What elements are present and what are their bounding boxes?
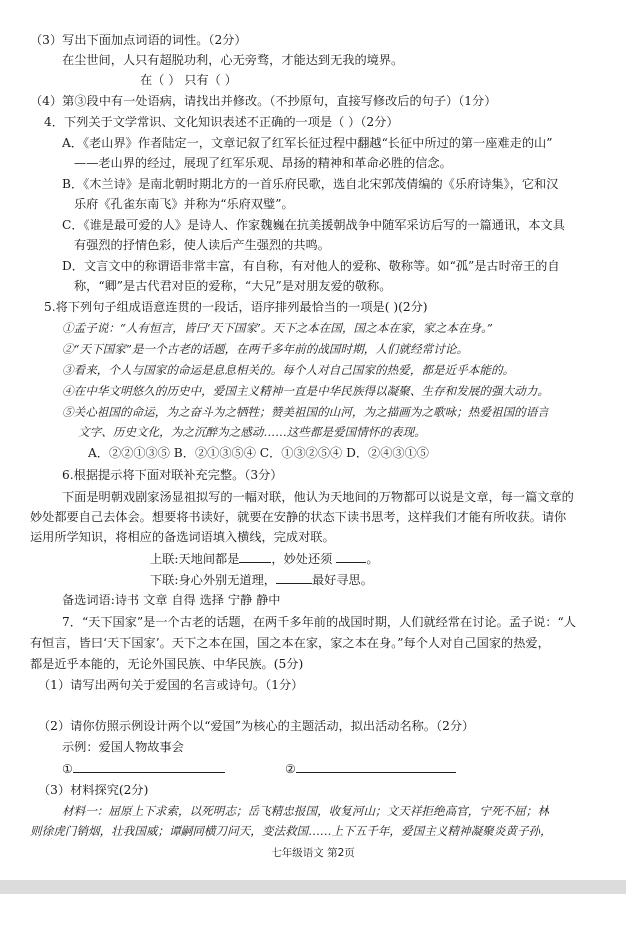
couplet-upper [150,550,379,567]
option-a-line1: A．《老山界》作者陆定一，文章记叙了红军长征过程中翻越“长征中所过的第一座难走的山” [62,136,553,150]
couplet-upper-blank-2[interactable] [336,550,366,563]
q5-options: A．②②①③⑤ B．②①③⑤④ C．①③②⑤④ D．②④③①⑤ [88,446,429,460]
material-line1: 材料一：屈原上下求索，以死明志；岳飞精忠报国，收复河山；文天祥拒绝高官，宁死不屈；林 [62,804,549,818]
page-footer: 七年级语文 第2页 [271,847,355,859]
q5-sentence-3: ③看来，个人与国家的命运是息息相关的。每个人对自己国家的热爱，都是近乎本能的。 [62,363,515,377]
q6-title: 6.根据提示将下面对联补充完整。（3分） [62,468,283,482]
answer-blank-2-line[interactable] [296,760,456,773]
q7-sub1: （1）请写出两句关于爱国的名言或诗句。（1分） [38,678,304,692]
q6-para-line2: 妙处都要自己去体会。想要将书读好，就要在安静的状态下读书思考，这样我们才能有所收获。请你 [30,510,567,524]
couplet-lower-end: 最好寻思。 [311,573,373,587]
option-b-line1: B．《木兰诗》是南北朝时期北方的一首乐府民歌，选自北宋郭茂倩编的《乐府诗集》，它和汉 [62,177,559,191]
option-d-line2: 称，“卿”是古代君对臣的爱称，“大兄”是对朋友爱的敬称。 [74,279,392,293]
couplet-upper-label: 上联:天地间都是 [150,552,240,566]
q6-word-bank: 备选词语:诗书 文章 自得 选择 宁静 静中 [62,593,281,607]
option-a-line2: ——老山界的经过，展现了红军乐观、昂扬的精神和革命必胜的信念。 [74,156,452,170]
q3-blanks: 在（ ） 只有（ ） [140,73,237,87]
q5-sentence-1: ①孟子说：“人有恒言，皆曰‘天下国家’。天下之本在国，国之本在家，家之本在身。” [62,321,493,335]
answer-blank-2-mark: ② [285,762,296,776]
q3-title: （3）写出下面加点词语的词性。（2分） [30,33,247,47]
q-lit-title: 4．下列关于文学常识、文化知识表述不正确的一项是（ ）（2分） [44,115,399,129]
q6-para-line3: 运用所学知识，将相应的备选词语填入横线，完成对联。 [30,530,335,544]
q7-sub3: （3）材料探究(2分) [38,783,149,797]
q5-sentence-4: ④在中华文明悠久的历史中，爱国主义精神一直是中华民族得以凝聚、生存和发展的强大动力。 [62,384,549,398]
option-c-line1: C．《谁是最可爱的人》是诗人、作家魏巍在抗美援朝战争中随军采访后写的一篇通讯，本文具 [62,218,565,232]
q5-title: 5.将下列句子组成语意连贯的一段话，语序排列最恰当的一项是( )(2分) [44,300,428,314]
option-b-line2: 乐府《孔雀东南飞》并称为“乐府双璧”。 [74,197,294,211]
q3-sentence: 在尘世间，人只有超脱功利，心无旁骛，才能达到无我的境界。 [62,53,404,67]
answer-blank-1 [62,760,225,777]
answer-blank-1-line[interactable] [73,760,225,773]
q7-example: 示例：爱国人物故事会 [62,740,184,754]
q5-sentence-5a: ⑤关心祖国的命运，为之奋斗为之牺牲；赞美祖国的山河，为之描画为之歌咏；热爱祖国的语言 [62,405,549,419]
option-d-line1: D．文言文中的称谓语非常丰富，有自称，有对他人的爱称、敬称等。如“孤”是古时帝王的自 [62,259,560,273]
couplet-lower-blank[interactable] [276,571,312,584]
couplet-lower-label: 下联:身心外别无道理， [150,573,276,587]
answer-blank-2 [285,760,456,777]
q5-sentence-2: ②“天下国家”是一个古老的话题，在两千多年前的战国时期，人们就经常讨论。 [62,342,469,356]
answer-blank-1-mark: ① [62,762,73,776]
material-line2: 则徐虎门销烟，壮我国威；谭嗣同横刀问天，变法救国……上下五千年，爱国主义精神凝聚炎黄子孙， [30,824,552,838]
q7-para-line2: 有恒言，皆曰‘天下国家’。天下之本在国，国之本在家，家之本在身。”每个人对自己国家的热爱， [30,636,550,650]
couplet-upper-blank-1[interactable] [239,550,271,563]
q7-para-line3: 都是近乎本能的，无论外国民族、中华民族。(5分) [30,657,304,671]
q6-para-line1: 下面是明朝戏剧家汤显祖拟写的一幅对联，他认为天地间的万物都可以说是文章，每一篇文章的 [62,490,574,504]
option-c-line2: 有强烈的抒情色彩，使人读后产生强烈的共鸣。 [74,238,330,252]
q4-title: （4）第③段中有一处语病，请找出并修改。（不抄原句，直接写修改后的句子）（1分） [30,94,497,108]
couplet-lower [150,571,373,588]
couplet-upper-mid: ，妙处还须 [271,552,333,566]
couplet-upper-end: 。 [366,552,379,566]
q5-sentence-5b: 文字、历史文化，为之沉醉为之感动……这些都是爱国情怀的表现。 [78,425,426,439]
q7-sub2: （2）请你仿照示例设计两个以“爱国”为核心的主题活动，拟出活动名称。（2分） [38,719,475,733]
page-separator [0,880,626,894]
q7-para-line1: 7．“天下国家”是一个古老的话题，在两千多年前的战国时期，人们就经常在讨论。孟子说：“人 [62,615,576,629]
